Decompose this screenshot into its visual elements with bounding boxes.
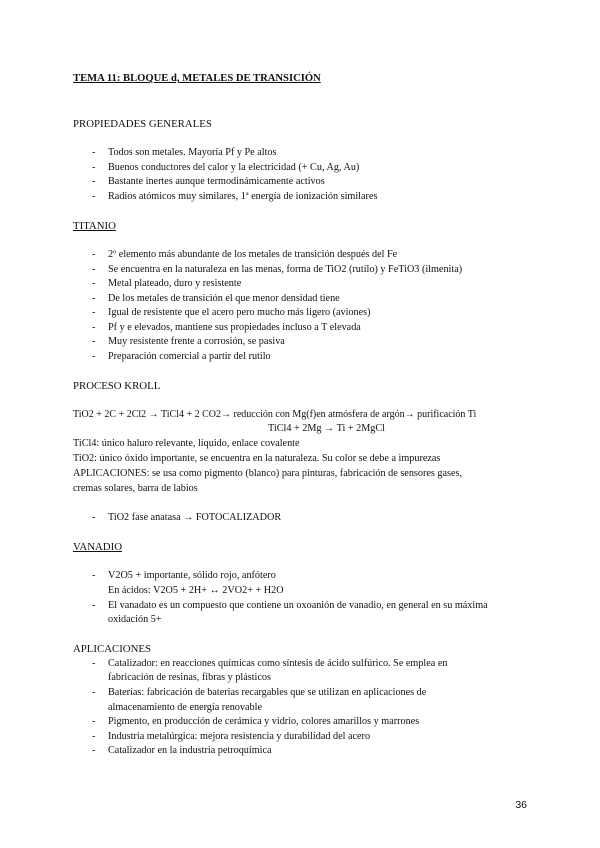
- list-item: Pf y e elevados, mantiene sus propiedades incluso a T elevada: [108, 322, 361, 333]
- list-item: Bastante inertes aunque termodinámicamente activos: [108, 176, 325, 187]
- kroll-text: APLICACIONES: se usa como pigmento (blanco) para pinturas, fabricación de sensores gases,: [73, 468, 463, 479]
- kroll-text: TiCl4: único haluro relevante, líquido, enlace covalente: [73, 438, 300, 449]
- bullet-dash: -: [92, 716, 96, 727]
- heading-aplicaciones: APLICACIONES: [73, 643, 151, 655]
- list-item: Igual de resistente que el acero pero mucho más ligero (aviones): [108, 307, 371, 318]
- bullet-dash: -: [92, 249, 96, 260]
- bullet-dash: -: [92, 322, 96, 333]
- list-item: Industria metalúrgica: mejora resistencia y durabilidad del acero: [108, 731, 371, 742]
- heading-vanadio: VANADIO: [73, 541, 122, 553]
- list-item: Baterías: fabricación de baterías recargables que se utilizan en aplicaciones de: [108, 687, 427, 698]
- heading-propiedades: PROPIEDADES GENERALES: [73, 118, 212, 130]
- bullet-dash: -: [92, 278, 96, 289]
- kroll-equation-2: TiCl4 + 2Mg → Ti + 2MgCl: [268, 423, 386, 434]
- list-item: Metal plateado, duro y resistente: [108, 278, 242, 289]
- list-item: Pigmento, en producción de cerámica y vidrio, colores amarillos y marrones: [108, 716, 420, 727]
- list-item: Muy resistente frente a corrosión, se pasiva: [108, 336, 285, 347]
- bullet-dash: -: [92, 745, 96, 756]
- list-item: El vanadato es un compuesto que contiene un oxoanión de vanadio, en general en su máxima: [108, 600, 488, 611]
- list-item: TiO2 fase anatasa → FOTOCALIZADOR: [108, 512, 282, 523]
- bullet-dash: -: [92, 307, 96, 318]
- bullet-dash: -: [92, 264, 96, 275]
- bullet-dash: -: [92, 176, 96, 187]
- list-item: De los metales de transición el que menor densidad tiene: [108, 293, 340, 304]
- list-item-continuation: oxidación 5+: [108, 614, 162, 625]
- kroll-equation: TiO2 + 2C + 2Cl2 → TiCl4 + 2 CO2→ reducción con Mg(f)en atmósfera de argón→ purificación Ti: [73, 409, 477, 420]
- list-item: Radios atómicos muy similares, 1ª energía de ionización similares: [108, 191, 378, 202]
- list-item: Catalizador en la industria petroquímica: [108, 745, 272, 756]
- bullet-dash: -: [92, 162, 96, 173]
- list-item: Preparación comercial a partir del rutilo: [108, 351, 271, 362]
- bullet-dash: -: [92, 570, 96, 581]
- list-item: Catalizador: en reacciones químicas como síntesis de ácido sulfúrico. Se emplea en: [108, 658, 448, 669]
- bullet-dash: -: [92, 351, 96, 362]
- bullet-dash: -: [92, 512, 96, 523]
- kroll-text: cremas solares, barra de labios: [73, 483, 198, 494]
- bullet-dash: -: [92, 658, 96, 669]
- list-item: Buenos conductores del calor y la electricidad (+ Cu, Ag, Au): [108, 162, 360, 173]
- list-item: Se encuentra en la naturaleza en las menas, forma de TiO2 (rutilo) y FeTiO3 (ilmenita): [108, 264, 463, 275]
- list-item-continuation: almacenamiento de energía renovable: [108, 702, 262, 713]
- bullet-dash: -: [92, 293, 96, 304]
- heading-titanio: TITANIO: [73, 220, 116, 232]
- bullet-dash: -: [92, 147, 96, 158]
- list-item-continuation: En ácidos: V2O5 + 2H+ ↔ 2VO2+ + H2O: [108, 585, 284, 596]
- page-title: TEMA 11: BLOQUE d, METALES DE TRANSICIÓN: [73, 73, 321, 84]
- bullet-dash: -: [92, 191, 96, 202]
- bullet-dash: -: [92, 600, 96, 611]
- kroll-text: TiO2: único óxido importante, se encuentra en la naturaleza. Su color se debe a impurezas: [73, 453, 441, 464]
- page-number: 36: [515, 799, 527, 811]
- bullet-dash: -: [92, 336, 96, 347]
- list-item: V2O5 + importante, sólido rojo, anfótero: [108, 570, 276, 581]
- list-item-continuation: fabricación de resinas, fibras y plásticos: [108, 672, 271, 683]
- heading-kroll: PROCESO KROLL: [73, 380, 161, 392]
- list-item: Todos son metales. Mayoría Pf y Pe altos: [108, 147, 277, 158]
- bullet-dash: -: [92, 731, 96, 742]
- list-item: 2º elemento más abundante de los metales de transición después del Fe: [108, 249, 398, 260]
- bullet-dash: -: [92, 687, 96, 698]
